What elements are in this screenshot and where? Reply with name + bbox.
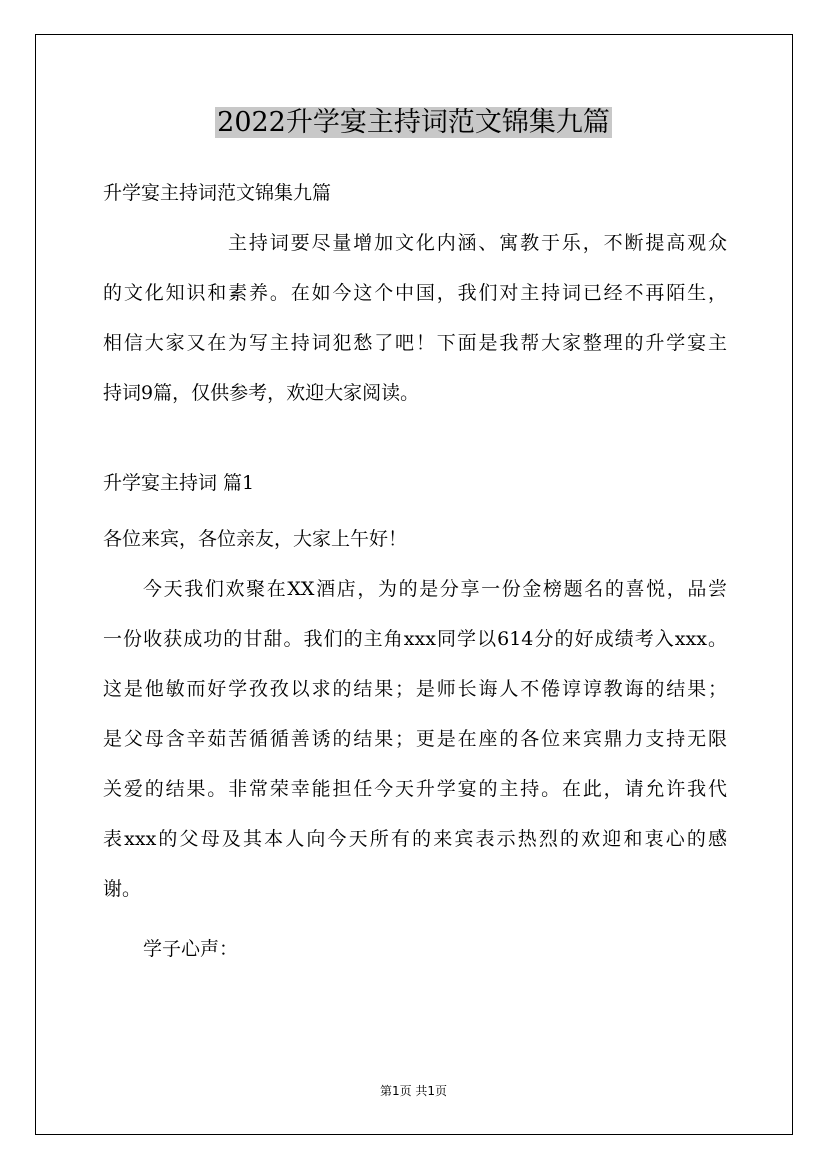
document-body bbox=[103, 168, 727, 974]
paragraph-line: 关爱的结果。非常荣幸能担任今天升学宴的主持。在此，请允许我代 bbox=[103, 778, 727, 800]
intro-line: 持词9篇，仅供参考，欢迎大家阅读。 bbox=[103, 382, 420, 404]
spacer bbox=[103, 418, 727, 458]
paragraph-line: 表xxx的父母及其本人向今天所有的来宾表示热烈的欢迎和衷心的感 bbox=[103, 828, 727, 850]
document-title-wrap bbox=[0, 103, 827, 143]
intro-line: 相信大家又在为写主持词犯愁了吧！下面是我帮大家整理的升学宴主 bbox=[103, 332, 727, 354]
subtitle: 升学宴主持词范文锦集九篇 bbox=[103, 182, 332, 204]
page-number: 第1页 共1页 bbox=[379, 1084, 448, 1098]
document-title: 2022升学宴主持词范文锦集九篇 bbox=[217, 107, 610, 138]
paragraph-line: 是父母含辛茹苦循循善诱的结果；更是在座的各位来宾鼎力支持无限 bbox=[103, 728, 727, 750]
intro-line: 的文化知识和素养。在如今这个中国，我们对主持词已经不再陌生， bbox=[103, 282, 727, 304]
section-heading: 升学宴主持词 篇1 bbox=[103, 472, 255, 494]
paragraph-line: 谢。 bbox=[103, 878, 142, 900]
page-footer bbox=[0, 1083, 827, 1099]
greeting: 各位来宾，各位亲友，大家上午好！ bbox=[103, 528, 408, 550]
paragraph-line: 今天我们欢聚在XX酒店，为的是分享一份金榜题名的喜悦，品尝 bbox=[143, 578, 727, 600]
intro-line: 主持词要尽量增加文化内涵、寓教于乐，不断提高观众 bbox=[228, 232, 727, 254]
paragraph-line: 这是他敏而好学孜孜以求的结果；是师长诲人不倦谆谆教诲的结果； bbox=[103, 678, 727, 700]
paragraph-line: 一份收获成功的甘甜。我们的主角xxx同学以614分的好成绩考入xxx。 bbox=[103, 628, 727, 650]
student-voice-heading: 学子心声： bbox=[143, 938, 239, 960]
